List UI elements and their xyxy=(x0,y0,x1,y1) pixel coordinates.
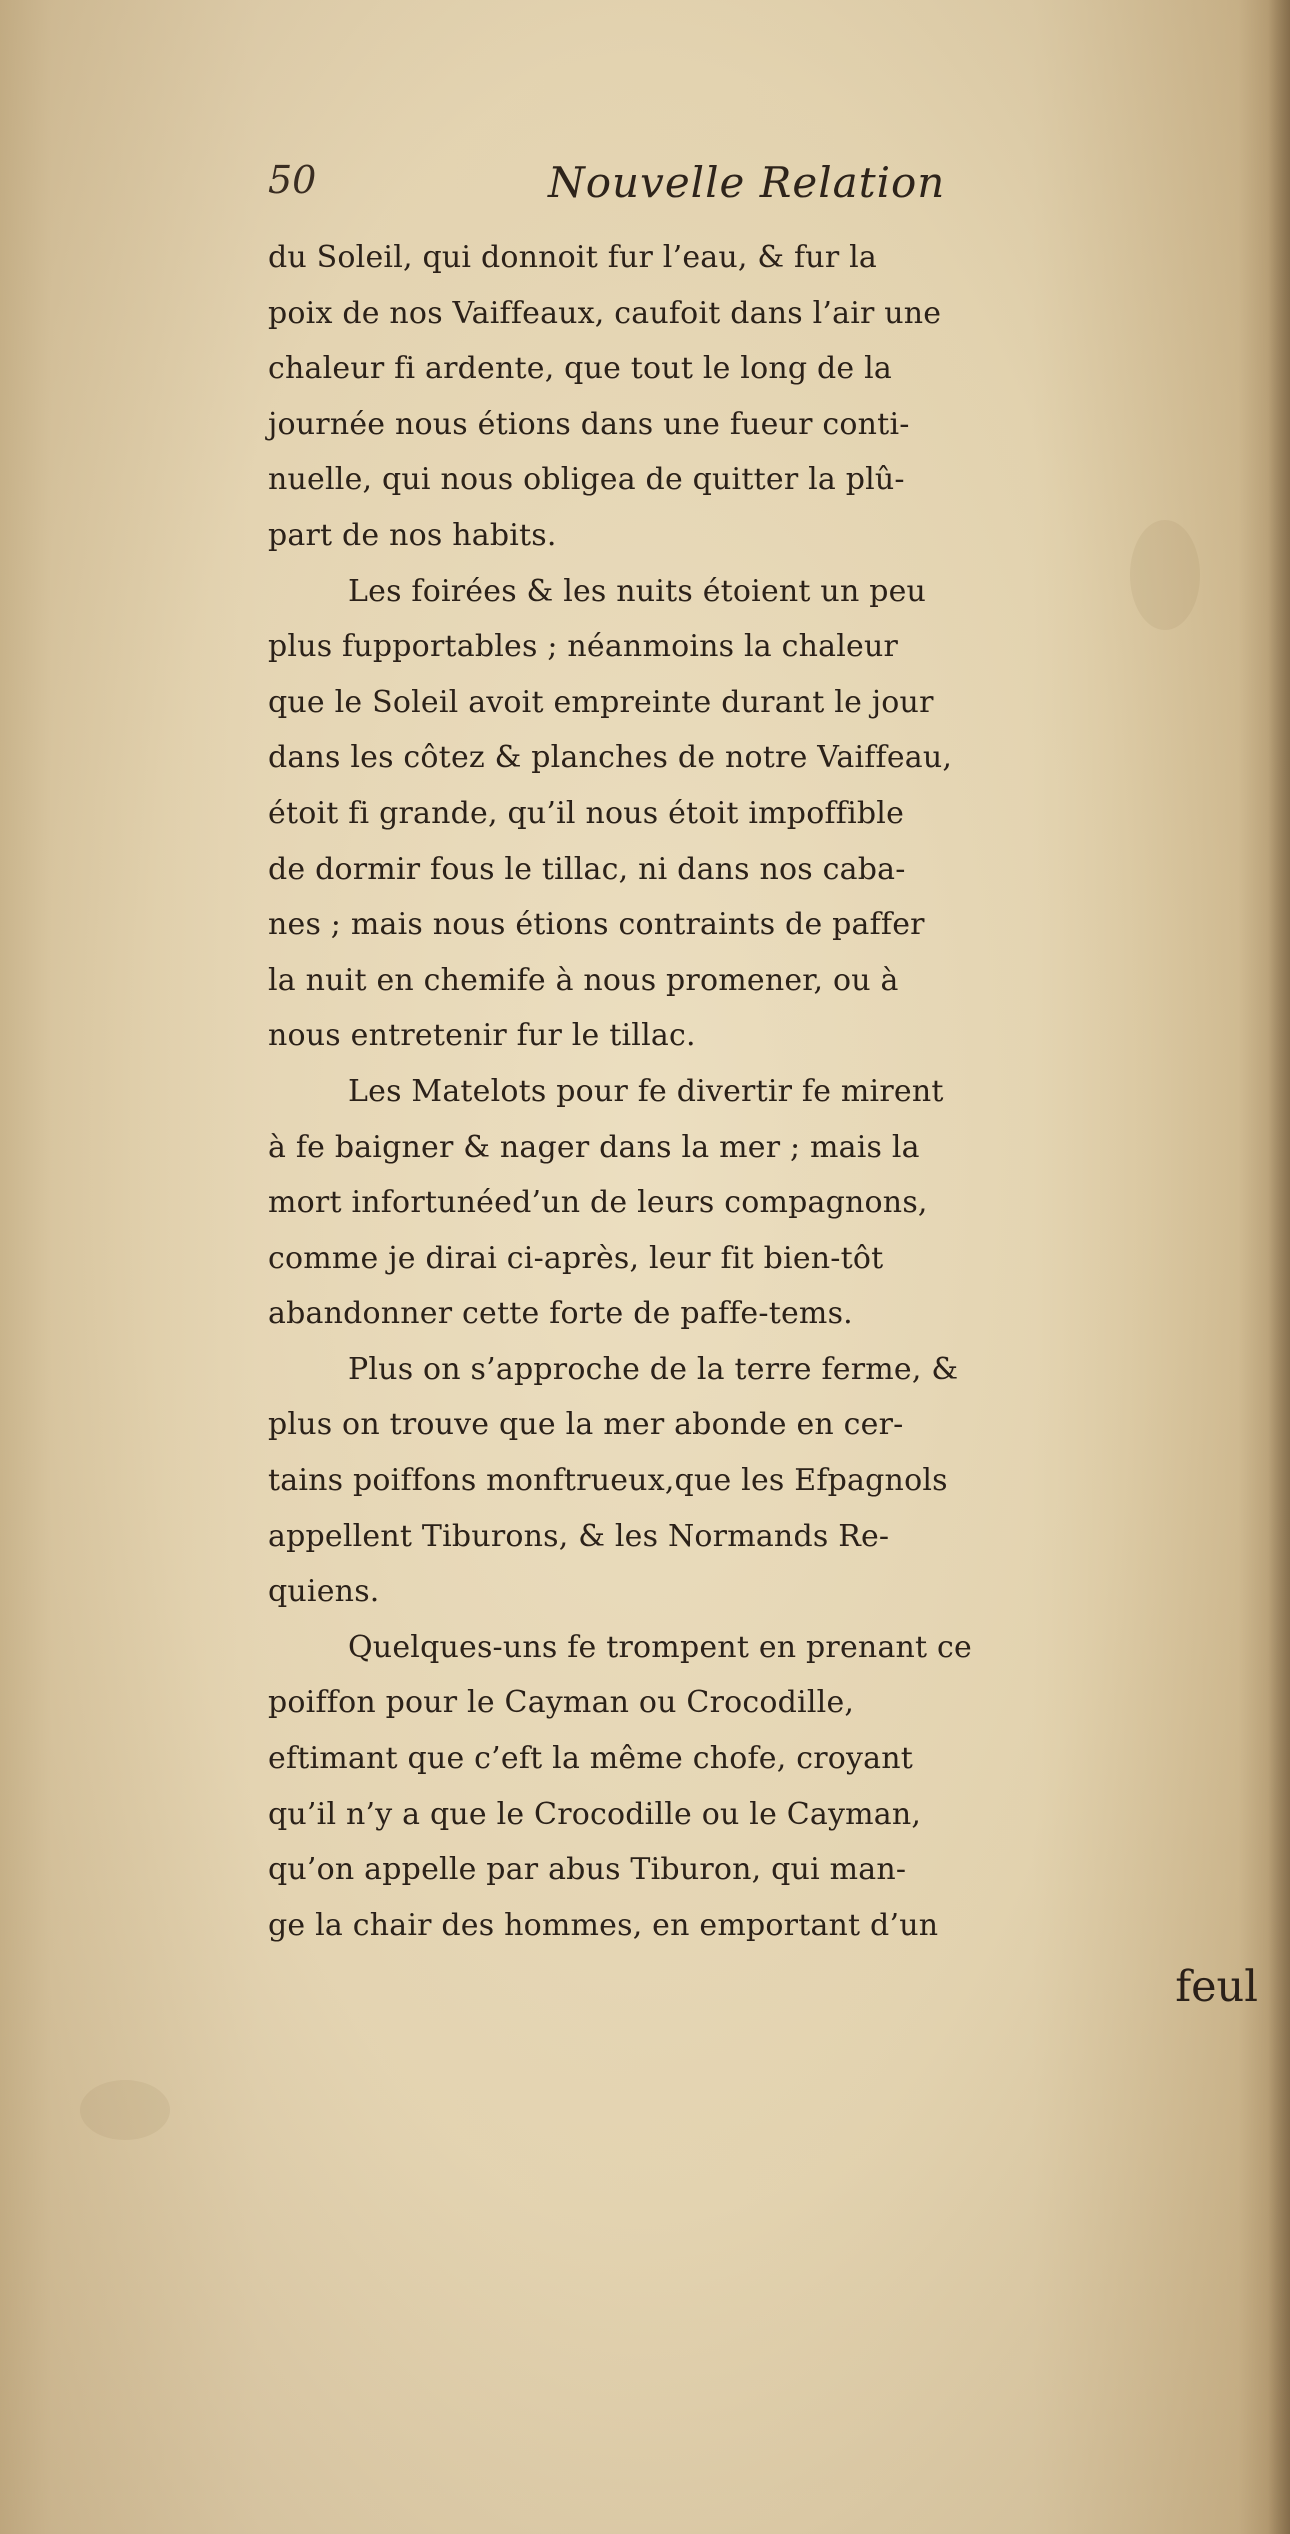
text-line: nous entretenir fur le tillac. xyxy=(268,1018,696,1054)
text-line: du Soleil, qui donnoit fur l’eau, & fur la xyxy=(268,240,877,275)
text-line: plus fupportables ; néanmoins la chaleur xyxy=(268,629,899,665)
text-line: qu’on appelle par abus Tiburon, qui man- xyxy=(268,1852,907,1888)
text-line: de dormir fous le tillac, ni dans nos caba- xyxy=(268,851,906,887)
text-line: dans les côtez & planches de notre Vaiffeau, xyxy=(268,740,953,776)
page-header xyxy=(268,158,1288,230)
text-line: appellent Tiburons, & les Normands Re- xyxy=(268,1518,890,1554)
text-line: qu’il n’y a que le Crocodille ou le Cayman, xyxy=(268,1796,922,1832)
text-line: abandonner cette forte de paffe-tems. xyxy=(268,1296,853,1332)
text-line: mort infortunéed’un de leurs compagnons, xyxy=(268,1185,928,1221)
text-line: chaleur fi ardente, que tout le long de la xyxy=(268,351,893,387)
body-text xyxy=(268,230,1288,1953)
text-line: part de nos habits. xyxy=(268,517,557,553)
text-block xyxy=(268,158,1288,2017)
text-line: tains poiffons monftrueux,que les Efpagnols xyxy=(268,1463,948,1499)
text-line: Les Matelots pour fe divertir fe mirent xyxy=(348,1073,944,1109)
text-line: poiffon pour le Cayman ou Crocodille, xyxy=(268,1685,855,1721)
text-line: journée nous étions dans une fueur conti- xyxy=(268,406,910,442)
text-line: poix de nos Vaiffeaux, caufoit dans l’air une xyxy=(268,295,942,331)
text-line: comme je dirai ci-après, leur fit bien-tôt xyxy=(268,1240,884,1276)
text-line: quiens. xyxy=(268,1574,380,1610)
text-line: Les foirées & les nuits étoient un peu xyxy=(348,573,927,609)
text-line: étoit fi grande, qu’il nous étoit impoffible xyxy=(268,795,905,831)
paper-stain xyxy=(80,2080,170,2140)
text-line: Plus on s’approche de la terre ferme, & xyxy=(348,1351,959,1387)
catchword-line xyxy=(268,1957,1288,2017)
running-title: Nouvelle Relation xyxy=(548,158,946,207)
text-line: nes ; mais nous étions contraints de paffer xyxy=(268,907,925,943)
text-line: eftimant que c’eft la même chofe, croyant xyxy=(268,1741,914,1777)
text-line: nuelle, qui nous obligea de quitter la plû- xyxy=(268,462,905,498)
text-line: ge la chair des hommes, en emportant d’un xyxy=(268,1907,939,1943)
text-line: que le Soleil avoit empreinte durant le jour xyxy=(268,684,934,720)
text-line: à fe baigner & nager dans la mer ; mais la xyxy=(268,1129,920,1165)
page-number: 50 xyxy=(268,158,317,202)
catchword: feul xyxy=(1175,1962,1258,2013)
text-line: Quelques-uns fe trompent en prenant ce xyxy=(348,1629,973,1665)
text-line: plus on trouve que la mer abonde en cer- xyxy=(268,1407,904,1443)
text-line: la nuit en chemife à nous promener, ou à xyxy=(268,962,899,998)
